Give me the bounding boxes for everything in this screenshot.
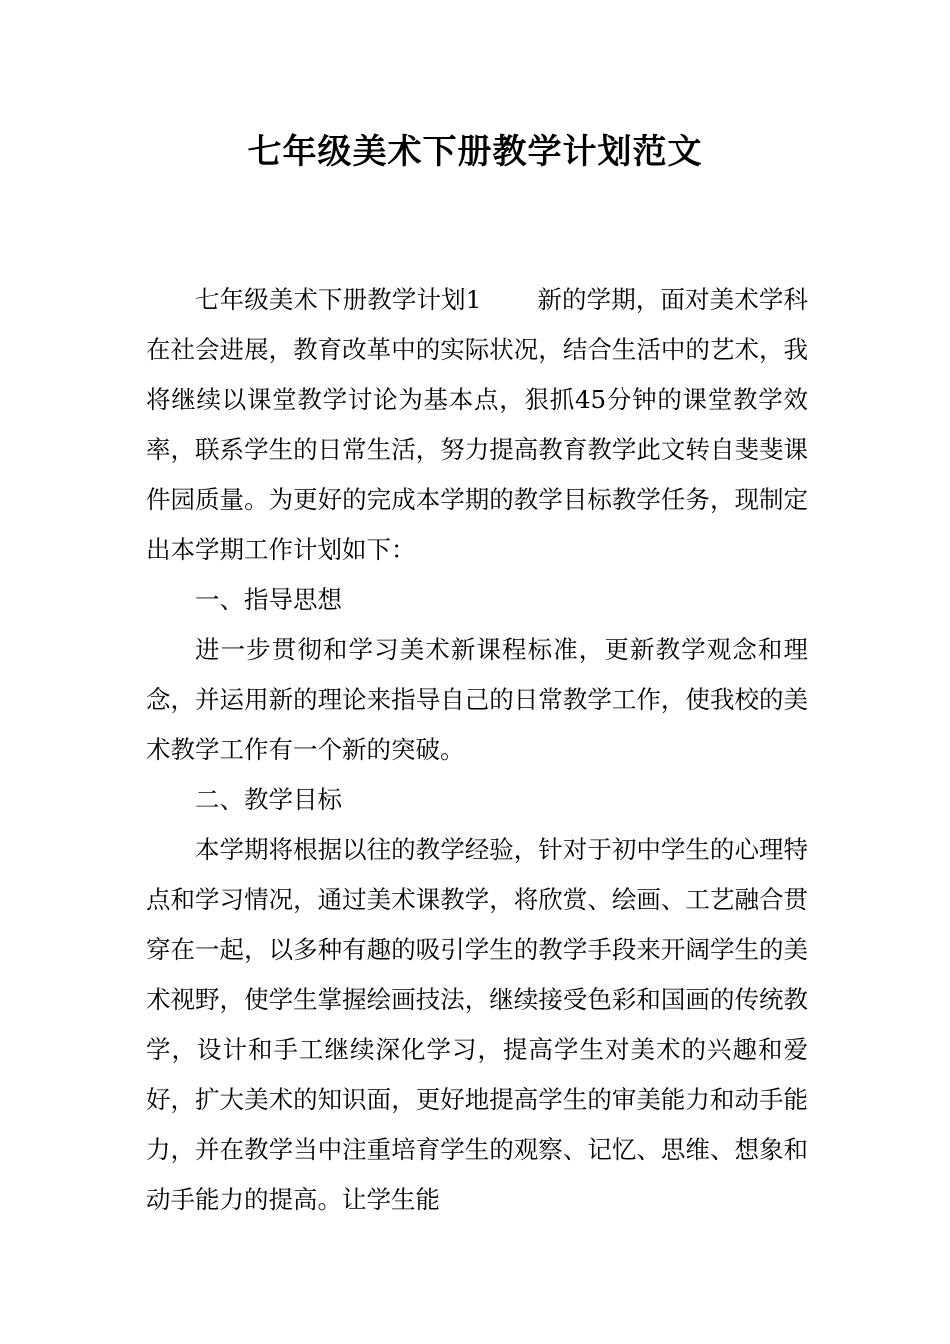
section-heading-plan-1: 七年级美术下册教学计划1 <box>195 285 482 314</box>
section-heading-teaching-goals: 二、教学目标 <box>195 785 342 814</box>
paragraph-guiding-thought: 进一步贯彻和学习美术新课程标准，更新教学观念和理念，并运用新的理论来指导自己的日常教学工作，使我校的美术教学工作有一个新的突破。 <box>146 635 808 764</box>
document-body <box>146 275 808 1225</box>
paragraph-intro-text: 新的学期，面对美术学科在社会进展，教育改革中的实际状况，结合生活中的艺术，我将继续以课堂教学讨论为基本点，狠抓45分钟的课堂教学效率，联系学生的日常生活，努力提高教育教学此文转自斐斐课件园质量。为更好的完成本学期的教学目标教学任务，现制定出本学期工作计划如下： <box>146 285 808 564</box>
section-heading-guiding-thought: 一、指导思想 <box>195 585 342 614</box>
document-title: 七年级美术下册教学计划范文 <box>247 132 703 172</box>
paragraph-intro <box>146 275 808 575</box>
paragraph-teaching-goals: 本学期将根据以往的教学经验，针对于初中学生的心理特点和学习情况，通过美术课教学，将欣赏、绘画、工艺融合贯穿在一起，以多种有趣的吸引学生的教学手段来开阔学生的美术视野，使学生掌握绘画技法，继续接受色彩和国画的传统教学，设计和手工继续深化学习，提高学生对美术的兴趣和爱好，扩大美术的知识面，更好地提高学生的审美能力和动手能力，并在教学当中注重培育学生的观察、记忆、思维、想象和动手能力的提高。让学生能 <box>146 835 808 1214</box>
